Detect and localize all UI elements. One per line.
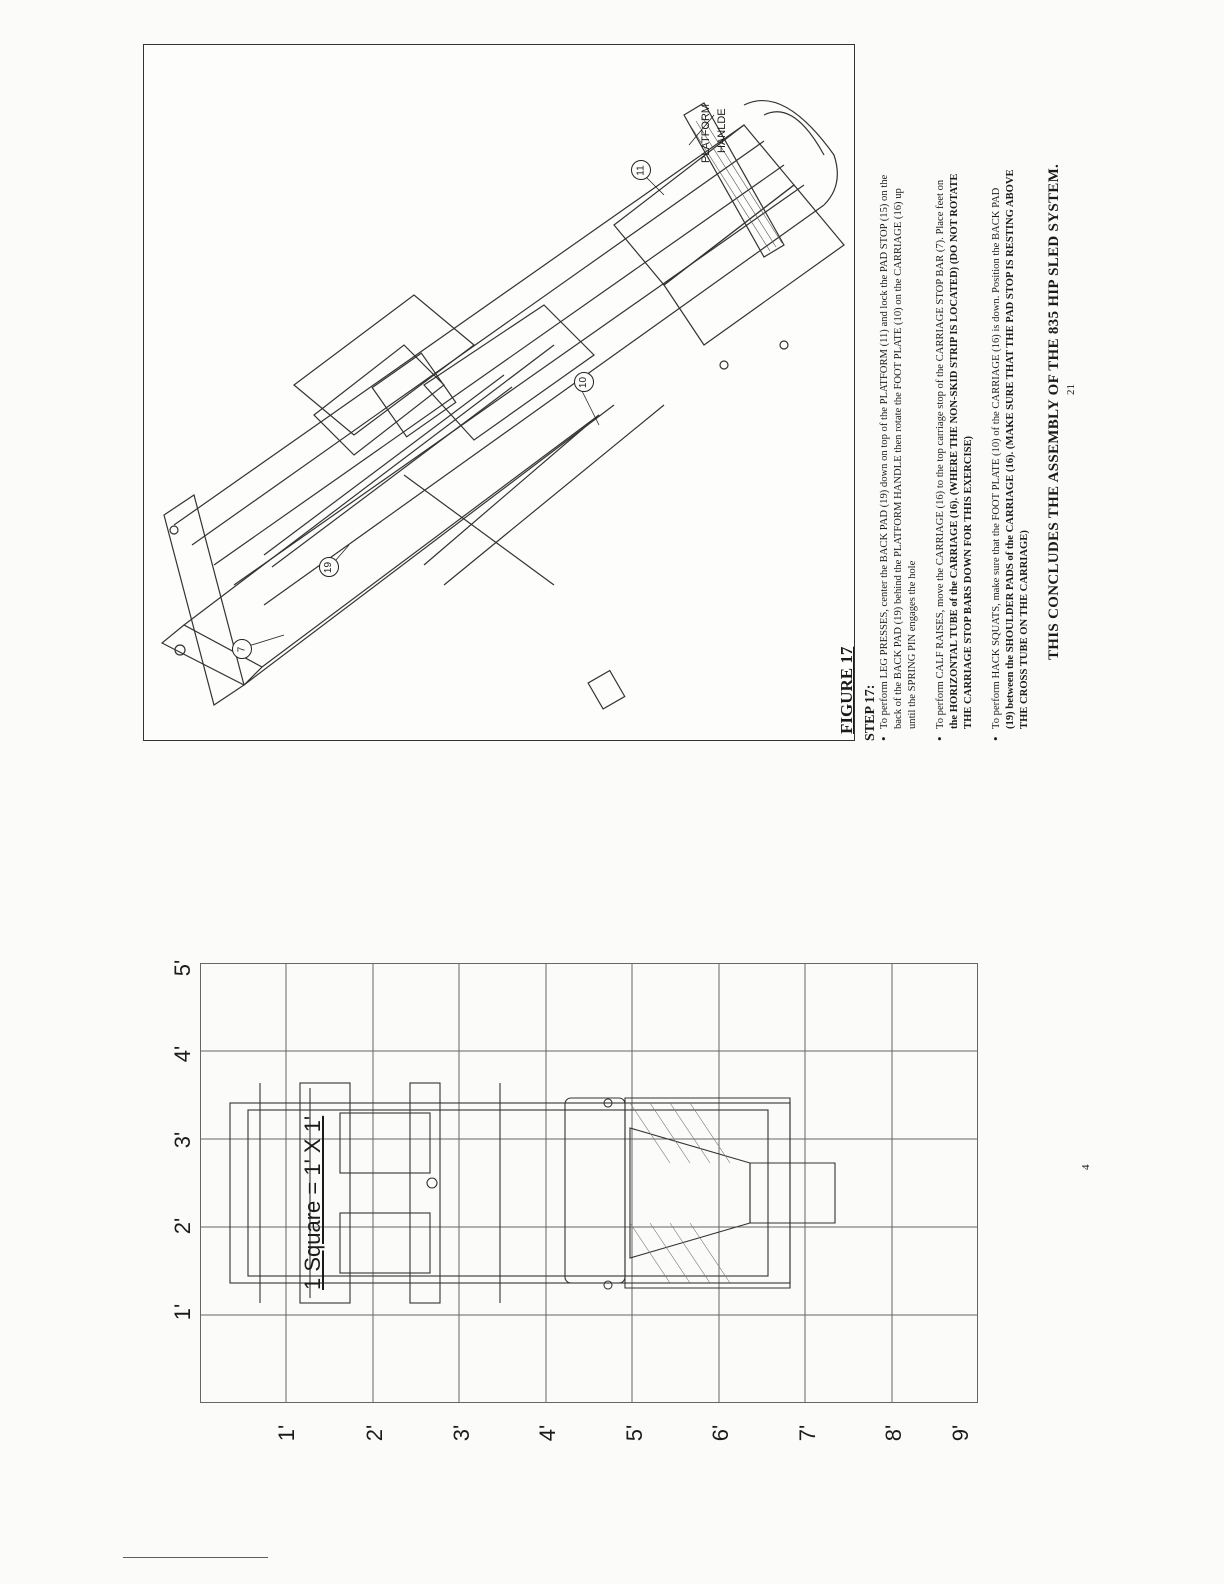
page-number-4: 4: [1080, 1164, 1092, 1170]
bullet-2-line-2: the HORIZONTAL TUBE of the CARRIAGE (16). (WHERE THE NON-SKID STRIP IS LOCATED) (DO NOT ROTATE: [949, 173, 960, 729]
top-axis-label: 4': [170, 1045, 195, 1063]
step-heading: STEP 17:: [863, 684, 878, 741]
bullet-3-line-1: To perform HACK SQUATS, make sure that the FOOT PLATE (10) of the CARRIAGE (16) is down. Position the BACK PAD: [991, 187, 1002, 729]
hip-sled-illustration: [144, 45, 856, 742]
bullet-dot: •: [932, 736, 947, 741]
left-axis-label: 8': [881, 1424, 906, 1442]
bullet-1-line-3: until the SPRING PIN engages the hole: [907, 560, 918, 729]
left-axis-label: 2': [362, 1424, 387, 1442]
bullet-dot: •: [988, 736, 1003, 741]
top-axis-label: 3': [170, 1131, 195, 1149]
left-axis-label: 5': [622, 1424, 647, 1442]
bullet-3-line-2: (19) between the SHOULDER PADS of the CARRIAGE (16). (MAKE SURE THAT THE PAD STOP IS RESTING ABOVE: [1005, 169, 1016, 729]
top-axis-label: 2': [170, 1217, 195, 1235]
callout-10: 10: [574, 372, 594, 392]
left-axis-label: 6': [708, 1424, 733, 1442]
callout-7: 7: [232, 639, 252, 659]
figure-title: FIGURE 17: [837, 646, 856, 734]
top-axis-label: 5': [170, 959, 195, 977]
left-axis-label: 4': [535, 1424, 560, 1442]
bullet-1-line-1: To perform LEG PRESSES, center the BACK PAD (19) down on top of the PLATFORM (11) and lock the PAD STOP (15) on the: [879, 174, 890, 729]
platform-label: PLATFORM: [700, 103, 712, 163]
bullet-2-line-3: THE CARRIAGE STOP BARS DOWN FOR THIS EXERCISE): [963, 435, 974, 729]
footer-rule: [123, 1557, 268, 1558]
scale-label: 1 Square = 1' X 1': [300, 1115, 325, 1290]
left-axis-label: 7': [795, 1424, 820, 1442]
callout-19: 19: [319, 557, 339, 577]
callout-11: 11: [631, 160, 651, 180]
page-number-21: 21: [1065, 384, 1077, 395]
conclusion-heading: THIS CONCLUDES THE ASSEMBLY OF THE 835 HIP SLED SYSTEM.: [1046, 163, 1062, 660]
left-axis-label: 9': [948, 1424, 973, 1442]
figure-17-frame: [143, 44, 855, 741]
top-axis-label: 1': [170, 1303, 195, 1321]
left-axis-label: 3': [449, 1424, 474, 1442]
bullet-1-line-2: back of the BACK PAD (19) behind the PLATFORM HANDLE then rotate the FOOT PLATE (10) on the CARRIAGE (16) up: [893, 188, 904, 729]
non-skid-pattern: [630, 1103, 730, 1283]
bullet-2-line-1: To perform CALF RAISES, move the CARRIAGE (16) to the top carriage stop of the CARRIAGE STOP BAR (7). Place feet on: [935, 179, 946, 729]
bullet-dot: •: [876, 736, 891, 741]
bullet-3-line-3: THE CROSS TUBE ON THE CARRIAGE): [1019, 530, 1030, 729]
handle-label: HANLDE: [716, 108, 728, 153]
left-axis-label: 1': [274, 1424, 299, 1442]
